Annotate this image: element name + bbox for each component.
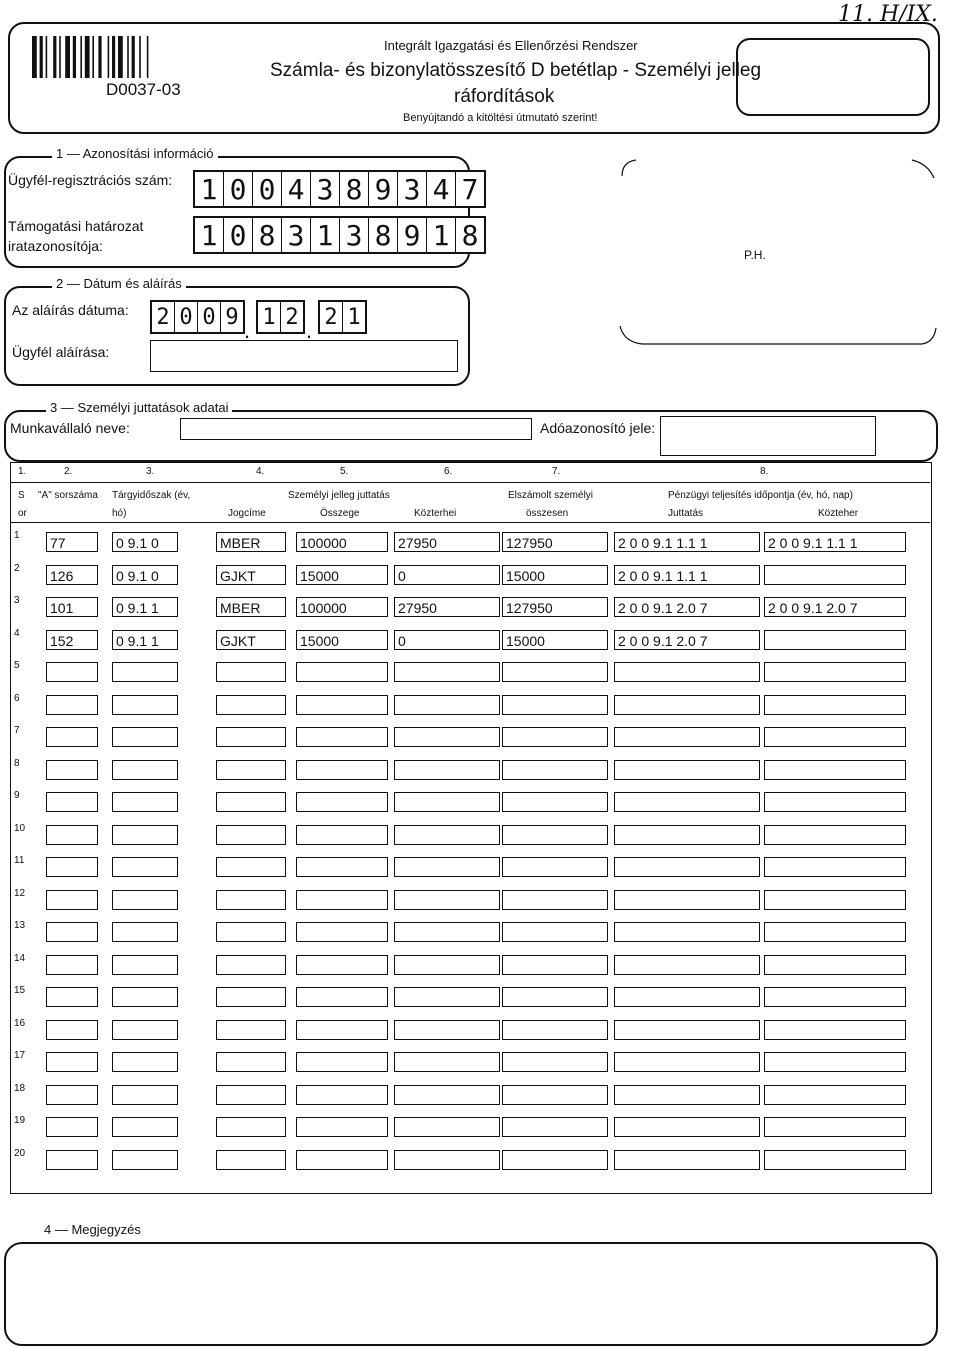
payment-date-cell[interactable] [614, 825, 760, 845]
decision-id-boxes[interactable] [193, 216, 486, 254]
settled-total-cell[interactable] [502, 1150, 608, 1170]
col-number: 2. [64, 466, 73, 477]
row-number: 18 [14, 1082, 26, 1094]
head-period: Tárgyidőszak (év, [112, 490, 191, 501]
decision-label-1: Támogatási határozat [8, 218, 144, 234]
charge-date-cell[interactable] [764, 727, 906, 747]
payment-date-cell[interactable] [614, 1117, 760, 1137]
jogcim-cell[interactable] [216, 695, 286, 715]
year-digit-box: 2 [152, 302, 175, 332]
head-juttatas: Juttatás [668, 508, 704, 519]
row-number: 15 [14, 985, 26, 996]
period-cell[interactable] [112, 792, 178, 812]
period-cell[interactable] [112, 825, 178, 845]
head-jogcim: Jogcíme [228, 508, 266, 519]
period-cell[interactable] [112, 1117, 178, 1137]
row-number: 16 [14, 1017, 26, 1029]
charges-cell[interactable] [394, 987, 500, 1007]
decision-id-digit-box: 8 [369, 218, 398, 252]
settled-total-cell[interactable] [502, 792, 608, 812]
decision-id-digit-box: 1 [195, 218, 224, 252]
jogcim-cell[interactable]: GJKT [216, 630, 286, 650]
jogcim-cell[interactable] [216, 890, 286, 910]
a-number-cell[interactable] [46, 1085, 98, 1105]
jogcim-cell[interactable] [216, 760, 286, 780]
head-kozteher: Közteher [818, 508, 859, 519]
row-number: 6 [14, 692, 20, 704]
settled-total-cell[interactable] [502, 695, 608, 715]
signature-label: Ügyfél aláírása: [12, 344, 110, 360]
jogcim-cell[interactable] [216, 1052, 286, 1072]
a-number-cell[interactable] [46, 1150, 98, 1170]
jogcim-cell[interactable] [216, 987, 286, 1007]
settled-total-cell[interactable] [502, 760, 608, 780]
amount-cell[interactable] [296, 727, 388, 747]
settled-total-cell[interactable] [502, 1052, 608, 1072]
a-number-cell[interactable]: 101 [46, 597, 98, 617]
a-number-cell[interactable] [46, 922, 98, 942]
reg-number-digit-box: 3 [311, 172, 340, 206]
a-number-cell[interactable]: 77 [46, 532, 98, 552]
charges-cell[interactable] [394, 1020, 500, 1040]
a-number-cell[interactable] [46, 1020, 98, 1040]
settled-total-cell[interactable]: 127950 [502, 532, 608, 552]
payment-date-cell[interactable] [614, 760, 760, 780]
decision-id-digit-box: 9 [398, 218, 427, 252]
settled-total-cell[interactable] [502, 727, 608, 747]
form-title-line2: ráfordítások [454, 86, 555, 107]
amount-cell[interactable] [296, 1052, 388, 1072]
settled-total-cell[interactable] [502, 890, 608, 910]
a-number-cell[interactable] [46, 792, 98, 812]
amount-cell[interactable] [296, 1117, 388, 1137]
charge-date-cell[interactable] [764, 630, 906, 650]
charge-date-cell[interactable] [764, 1020, 906, 1040]
period-cell[interactable] [112, 857, 178, 877]
payment-date-cell[interactable] [614, 955, 760, 975]
day-digit-box: 1 [347, 305, 361, 330]
signature-field[interactable] [150, 340, 458, 372]
jogcim-cell[interactable] [216, 1020, 286, 1040]
settled-total-cell[interactable]: 15000 [502, 630, 608, 650]
head-payment-date: Pénzügyi teljesítés időpontja (év, hó, nap) [668, 490, 853, 501]
charges-cell[interactable] [394, 792, 500, 812]
period-cell[interactable] [112, 1052, 178, 1072]
a-number-cell[interactable] [46, 857, 98, 877]
a-number-cell[interactable] [46, 1117, 98, 1137]
period-cell[interactable] [112, 1085, 178, 1105]
charge-date-cell[interactable] [764, 890, 906, 910]
charges-cell[interactable] [394, 825, 500, 845]
charges-cell[interactable] [394, 890, 500, 910]
row-number: 13 [14, 920, 26, 931]
table-divider [10, 522, 930, 523]
charge-date-cell[interactable] [764, 662, 906, 682]
row-number: 14 [14, 952, 26, 964]
charge-date-cell[interactable]: 2 0 0 9.1 1.1 1 [764, 532, 906, 552]
amount-cell[interactable] [296, 792, 388, 812]
charges-cell[interactable] [394, 727, 500, 747]
system-name: Integrált Igazgatási és Ellenőrzési Rendszer [384, 38, 638, 53]
date-separator-dot: . [306, 318, 313, 343]
charge-date-cell[interactable] [764, 1117, 906, 1137]
head-osszege: Összege [320, 508, 360, 519]
payment-date-cell[interactable] [614, 662, 760, 682]
row-number: 5 [14, 660, 20, 671]
period-cell[interactable] [112, 987, 178, 1007]
charges-cell[interactable]: 27950 [394, 597, 500, 617]
head-a-number: "A" sorszáma [38, 490, 98, 501]
section1-heading: 1 — Azonosítási információ [52, 146, 218, 161]
head-settled: összesen [526, 508, 569, 519]
amount-cell[interactable]: 15000 [296, 565, 388, 585]
payment-date-cell[interactable] [614, 987, 760, 1007]
section4-heading: 4 — Megjegyzés [40, 1222, 145, 1237]
amount-cell[interactable] [296, 955, 388, 975]
jogcim-cell[interactable] [216, 857, 286, 877]
handwritten-note: 11. H/IX. [838, 2, 938, 27]
col-number: 5. [340, 466, 349, 477]
employee-name-field[interactable] [180, 418, 532, 440]
stamp-area [612, 156, 942, 346]
payment-date-cell[interactable] [614, 1052, 760, 1072]
payment-date-cell[interactable] [614, 857, 760, 877]
charges-cell[interactable] [394, 1150, 500, 1170]
payment-date-cell[interactable]: 2 0 0 9.1 2.0 7 [614, 597, 760, 617]
row-number: 9 [14, 790, 20, 801]
settled-total-cell[interactable] [502, 825, 608, 845]
amount-cell[interactable] [296, 987, 388, 1007]
row-number: 1 [14, 530, 20, 541]
settled-total-cell[interactable]: 15000 [502, 565, 608, 585]
jogcim-cell[interactable] [216, 955, 286, 975]
period-cell[interactable]: 0 9.1 1 [112, 597, 178, 617]
a-number-cell[interactable] [46, 955, 98, 975]
decision-id-digit-box: 1 [311, 218, 340, 252]
amount-cell[interactable] [296, 1150, 388, 1170]
head-sor: S [18, 490, 25, 501]
period-cell[interactable] [112, 1150, 178, 1170]
payment-date-cell[interactable] [614, 890, 760, 910]
period-cell[interactable]: 0 9.1 0 [112, 565, 178, 585]
reg-number-digit-box: 3 [398, 172, 427, 206]
form-code: D0037-03 [106, 80, 181, 99]
payment-date-cell[interactable] [614, 1150, 760, 1170]
jogcim-cell[interactable] [216, 922, 286, 942]
jogcim-cell[interactable] [216, 662, 286, 682]
stamp-label: P.H. [744, 248, 766, 262]
period-cell[interactable] [112, 727, 178, 747]
charges-cell[interactable] [394, 1117, 500, 1137]
period-cell[interactable]: 0 9.1 0 [112, 532, 178, 552]
charge-date-cell[interactable]: 2 0 0 9.1 2.0 7 [764, 597, 906, 617]
table-divider [10, 482, 930, 483]
jogcim-cell[interactable]: MBER [216, 597, 286, 617]
head-kozterhei: Közterhei [414, 508, 457, 519]
employee-name-label: Munkavállaló neve: [10, 420, 130, 436]
col-number: 1. [18, 466, 27, 477]
settled-total-cell[interactable] [502, 857, 608, 877]
amount-cell[interactable] [296, 662, 388, 682]
jogcim-cell[interactable] [216, 792, 286, 812]
signature-day-boxes[interactable] [318, 300, 367, 334]
charges-cell[interactable] [394, 662, 500, 682]
charges-cell[interactable] [394, 695, 500, 715]
row-number: 2 [14, 562, 20, 574]
jogcim-cell[interactable] [216, 727, 286, 747]
a-number-cell[interactable]: 126 [46, 565, 98, 585]
row-number: 17 [14, 1050, 26, 1061]
settled-total-cell[interactable] [502, 662, 608, 682]
payment-date-cell[interactable]: 2 0 0 9.1 1.1 1 [614, 532, 760, 552]
instruction-text: Benyújtandó a kitöltési útmutató szerint! [403, 112, 598, 124]
settled-total-cell[interactable] [502, 1085, 608, 1105]
period-cell[interactable] [112, 922, 178, 942]
signature-month-boxes[interactable] [256, 300, 305, 334]
period-cell[interactable]: 0 9.1 1 [112, 630, 178, 650]
charge-date-cell[interactable] [764, 1150, 906, 1170]
reg-number-digit-box: 8 [340, 172, 369, 206]
charges-cell[interactable] [394, 857, 500, 877]
charge-date-cell[interactable] [764, 857, 906, 877]
charges-cell[interactable]: 0 [394, 565, 500, 585]
reg-number-digit-box: 4 [427, 172, 456, 206]
a-number-cell[interactable] [46, 695, 98, 715]
reg-number-digit-box: 0 [224, 172, 253, 206]
amount-cell[interactable] [296, 857, 388, 877]
period-cell[interactable] [112, 760, 178, 780]
jogcim-cell[interactable] [216, 1150, 286, 1170]
row-number: 19 [14, 1115, 26, 1126]
settled-total-cell[interactable]: 127950 [502, 597, 608, 617]
charge-date-cell[interactable] [764, 1085, 906, 1105]
amount-cell[interactable] [296, 1020, 388, 1040]
settled-total-cell[interactable] [502, 1117, 608, 1137]
a-number-cell[interactable] [46, 987, 98, 1007]
period-cell[interactable] [112, 662, 178, 682]
date-separator-dot: . [244, 318, 251, 343]
reg-number-digit-box: 7 [461, 173, 479, 206]
decision-id-digit-box: 8 [461, 219, 479, 252]
a-number-cell[interactable] [46, 760, 98, 780]
amount-cell[interactable]: 15000 [296, 630, 388, 650]
decision-id-digit-box: 3 [340, 218, 369, 252]
office-use-box [736, 38, 930, 116]
jogcim-cell[interactable] [216, 825, 286, 845]
charges-cell[interactable]: 0 [394, 630, 500, 650]
period-cell[interactable] [112, 1020, 178, 1040]
amount-cell[interactable]: 100000 [296, 597, 388, 617]
reg-number-digit-box: 4 [282, 172, 311, 206]
date-label: Az aláírás dátuma: [12, 302, 129, 318]
tax-id-field[interactable] [660, 416, 876, 456]
charge-date-cell[interactable] [764, 825, 906, 845]
head-sor: or [18, 508, 27, 519]
reg-number-digit-box: 0 [253, 172, 282, 206]
amount-cell[interactable] [296, 890, 388, 910]
charges-cell[interactable] [394, 955, 500, 975]
amount-cell[interactable]: 100000 [296, 532, 388, 552]
settled-total-cell[interactable] [502, 987, 608, 1007]
payment-date-cell[interactable] [614, 1085, 760, 1105]
a-number-cell[interactable] [46, 890, 98, 910]
charge-date-cell[interactable] [764, 792, 906, 812]
row-number: 3 [14, 595, 20, 606]
amount-cell[interactable] [296, 922, 388, 942]
a-number-cell[interactable] [46, 825, 98, 845]
settled-total-cell[interactable] [502, 1020, 608, 1040]
payment-date-cell[interactable] [614, 922, 760, 942]
head-allowance-group: Személyi jelleg juttatás [288, 490, 390, 501]
barcode-graphic [32, 36, 242, 78]
row-number: 7 [14, 725, 20, 736]
head-settled: Elszámolt személyi [508, 490, 594, 501]
charges-cell[interactable]: 27950 [394, 532, 500, 552]
col-number: 7. [552, 466, 561, 477]
year-digit-box: 9 [225, 305, 239, 330]
charges-cell[interactable] [394, 1052, 500, 1072]
payment-date-cell[interactable]: 2 0 0 9.1 2.0 7 [614, 630, 760, 650]
stamp-corners [612, 156, 942, 346]
col-number: 6. [444, 466, 453, 477]
decision-id-digit-box: 0 [224, 218, 253, 252]
month-digit-box: 1 [258, 302, 281, 332]
col-number: 8. [760, 466, 769, 477]
col-number: 3. [146, 466, 155, 477]
section2-heading: 2 — Dátum és aláírás [52, 276, 186, 291]
decision-id-digit-box: 8 [253, 218, 282, 252]
charge-date-cell[interactable] [764, 987, 906, 1007]
charge-date-cell[interactable] [764, 922, 906, 942]
a-number-cell[interactable] [46, 727, 98, 747]
reg-number-boxes[interactable] [193, 170, 486, 208]
section3-heading: 3 — Személyi juttatások adatai [46, 400, 232, 415]
form-title-line1: Számla- és bizonylatösszesítő D betétlap - Személyi jelleg [270, 60, 762, 81]
charges-cell[interactable] [394, 922, 500, 942]
payment-date-cell[interactable] [614, 1020, 760, 1040]
row-number: 8 [14, 757, 20, 769]
amount-cell[interactable] [296, 760, 388, 780]
charge-date-cell[interactable] [764, 1052, 906, 1072]
payment-date-cell[interactable] [614, 792, 760, 812]
a-number-cell[interactable] [46, 662, 98, 682]
reg-number-label: Ügyfél-regisztrációs szám: [8, 172, 173, 188]
head-period: hó) [112, 508, 127, 519]
col-number: 4. [256, 466, 265, 477]
decision-label-2: iratazonosítója: [8, 238, 103, 254]
settled-total-cell[interactable] [502, 955, 608, 975]
charge-date-cell[interactable] [764, 565, 906, 585]
year-digit-box: 0 [175, 302, 198, 332]
payment-date-cell[interactable] [614, 727, 760, 747]
amount-cell[interactable] [296, 1085, 388, 1105]
tax-id-label: Adóazonosító jele: [540, 420, 656, 436]
day-digit-box: 2 [320, 302, 343, 332]
section4-frame [4, 1242, 938, 1346]
year-digit-box: 0 [198, 302, 221, 332]
settled-total-cell[interactable] [502, 922, 608, 942]
signature-year-boxes[interactable] [150, 300, 245, 334]
row-number: 4 [14, 627, 20, 639]
a-number-cell[interactable]: 152 [46, 630, 98, 650]
jogcim-cell[interactable] [216, 1117, 286, 1137]
charge-date-cell[interactable] [764, 955, 906, 975]
period-cell[interactable] [112, 695, 178, 715]
amount-cell[interactable] [296, 825, 388, 845]
charge-date-cell[interactable] [764, 695, 906, 715]
jogcim-cell[interactable]: MBER [216, 532, 286, 552]
row-number: 20 [14, 1147, 26, 1159]
row-number: 11 [14, 855, 25, 866]
month-digit-box: 2 [285, 305, 299, 330]
decision-id-digit-box: 1 [427, 218, 456, 252]
row-number: 12 [14, 887, 26, 899]
charges-cell[interactable] [394, 760, 500, 780]
payment-date-cell[interactable] [614, 695, 760, 715]
amount-cell[interactable] [296, 695, 388, 715]
period-cell[interactable] [112, 890, 178, 910]
reg-number-digit-box: 9 [369, 172, 398, 206]
period-cell[interactable] [112, 955, 178, 975]
a-number-cell[interactable] [46, 1052, 98, 1072]
jogcim-cell[interactable] [216, 1085, 286, 1105]
payment-date-cell[interactable]: 2 0 0 9.1 1.1 1 [614, 565, 760, 585]
charge-date-cell[interactable] [764, 760, 906, 780]
charges-cell[interactable] [394, 1085, 500, 1105]
barcode [32, 36, 242, 78]
reg-number-digit-box: 1 [195, 172, 224, 206]
row-number: 10 [14, 822, 26, 834]
jogcim-cell[interactable]: GJKT [216, 565, 286, 585]
decision-id-digit-box: 3 [282, 218, 311, 252]
